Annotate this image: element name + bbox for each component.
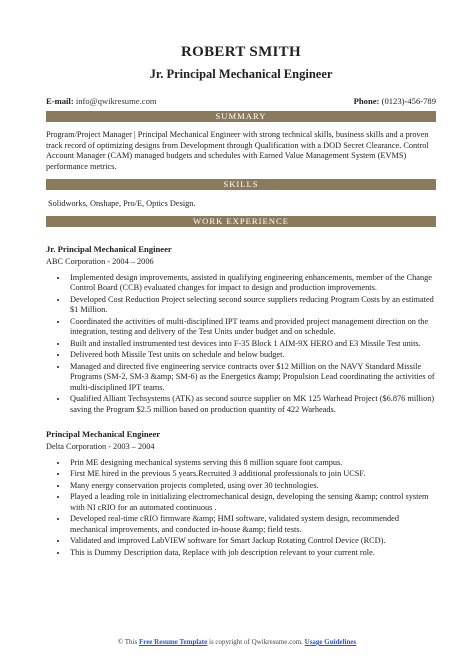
list-item: • Prin ME designing mechanical systems serving this 8 million square foot campus. xyxy=(68,458,436,469)
skills-heading: SKILLS xyxy=(46,179,436,190)
list-item: • Developed real-time cRIO firmware &amp; HMI software, validated system design, recommended mechanical improvements, and conducted in-house &amp; field tests. xyxy=(68,514,436,535)
footer-prefix: © This xyxy=(117,638,139,646)
phone-block xyxy=(354,96,436,107)
list-item: • Coordinated the activities of multi-disciplined IPT teams and provided project management direction on the integration, testing and delivery of the Test Units under budget and on schedule. xyxy=(68,317,436,338)
candidate-name: ROBERT SMITH xyxy=(181,44,301,60)
job-company: Delta Corporation - 2003 – 2004 xyxy=(46,442,155,452)
summary-heading: SUMMARY xyxy=(46,111,436,122)
list-item: • Managed and directed five engineering service contracts over $12 Million on the NAVY Standard Missile Programs (SM-2, SM-3 &amp; SM-6) as the Energetics &amp; Propulsion Lead coordinating the activities of multi-disciplined IPT teams. xyxy=(68,362,436,394)
candidate-role: Jr. Principal Mechanical Engineer xyxy=(149,67,333,81)
list-item: • First ME hired in the previous 5 years.Recruited 3 additional professionals to join UCSF. xyxy=(68,469,436,480)
phone-value: (0123)-456-789 xyxy=(381,96,436,106)
email-block xyxy=(46,96,157,107)
summary-text: Program/Project Manager | Principal Mechanical Engineer with strong technical skills, business skills and a proven track record of optimizing designs from Development through Qualification with a DOD Secret Clearance. Control Account Manager (CAM) managed budgets and schedules with Earned Value Management System (EVMS) performance metrics. xyxy=(46,130,429,171)
usage-guidelines-link[interactable]: Usage Guidelines xyxy=(304,638,357,646)
list-item: • This is Dummy Description data, Replace with job description relevant to your current role. xyxy=(68,548,436,559)
list-item: • Qualified Alliant Techsystems (ATK) as second source supplier on MK 125 Warhead Project ($6.876 million) saving the Program $2.5 million based on production quantity of 422 Warheads. xyxy=(68,394,436,415)
contact-row xyxy=(46,96,436,107)
list-item: • Implemented design improvements, assisted in qualifying engineering enhancements, member of the Change Control Board (CCB) evaluated changes for impact to design and production improvements. xyxy=(68,273,436,294)
email-label: E-mail: xyxy=(46,96,74,106)
experience-heading: WORK EXPERIENCE xyxy=(46,216,436,227)
skills-text: Solidworks, Onshape, Pro/E, Optics Design. xyxy=(48,199,196,209)
job-company: ABC Corporation - 2004 – 2006 xyxy=(46,256,154,266)
footer-middle: is copyright of Qwikresume.com. xyxy=(207,638,305,646)
job-bullets xyxy=(46,458,436,559)
phone-label: Phone: xyxy=(353,96,380,106)
job-title: Jr. Principal Mechanical Engineer xyxy=(46,243,172,254)
list-item: • Played a leading role in initializing electromechanical design, developing the sensing &amp; control system with NI cRIO for an automated continuous . xyxy=(68,492,436,513)
free-resume-template-link[interactable]: Free Resume Template xyxy=(138,638,208,646)
email-value[interactable]: info@qwikresume.com xyxy=(75,96,157,106)
job-entry xyxy=(46,429,436,558)
job-bullets xyxy=(46,273,436,416)
list-item: • Built and installed instrumented test devices into F-35 Block 1 AIM-9X HERO and E3 Missile Test units. xyxy=(68,339,436,350)
list-item: • Developed Cost Reduction Project selecting second source suppliers reducing Program Costs by an estimated $1 Million. xyxy=(68,295,436,316)
job-title: Principal Mechanical Engineer xyxy=(46,429,161,440)
list-item: • Many energy conservation projects completed, using over 30 technologies. xyxy=(68,481,436,492)
job-entry xyxy=(46,244,436,415)
footer xyxy=(0,638,474,646)
list-item: • Validated and improved LabVIEW software for Smart Jackup Rotating Control Device (RCD). xyxy=(68,536,436,547)
list-item: • Delivered both Missile Test units on schedule and below budget. xyxy=(68,350,436,361)
